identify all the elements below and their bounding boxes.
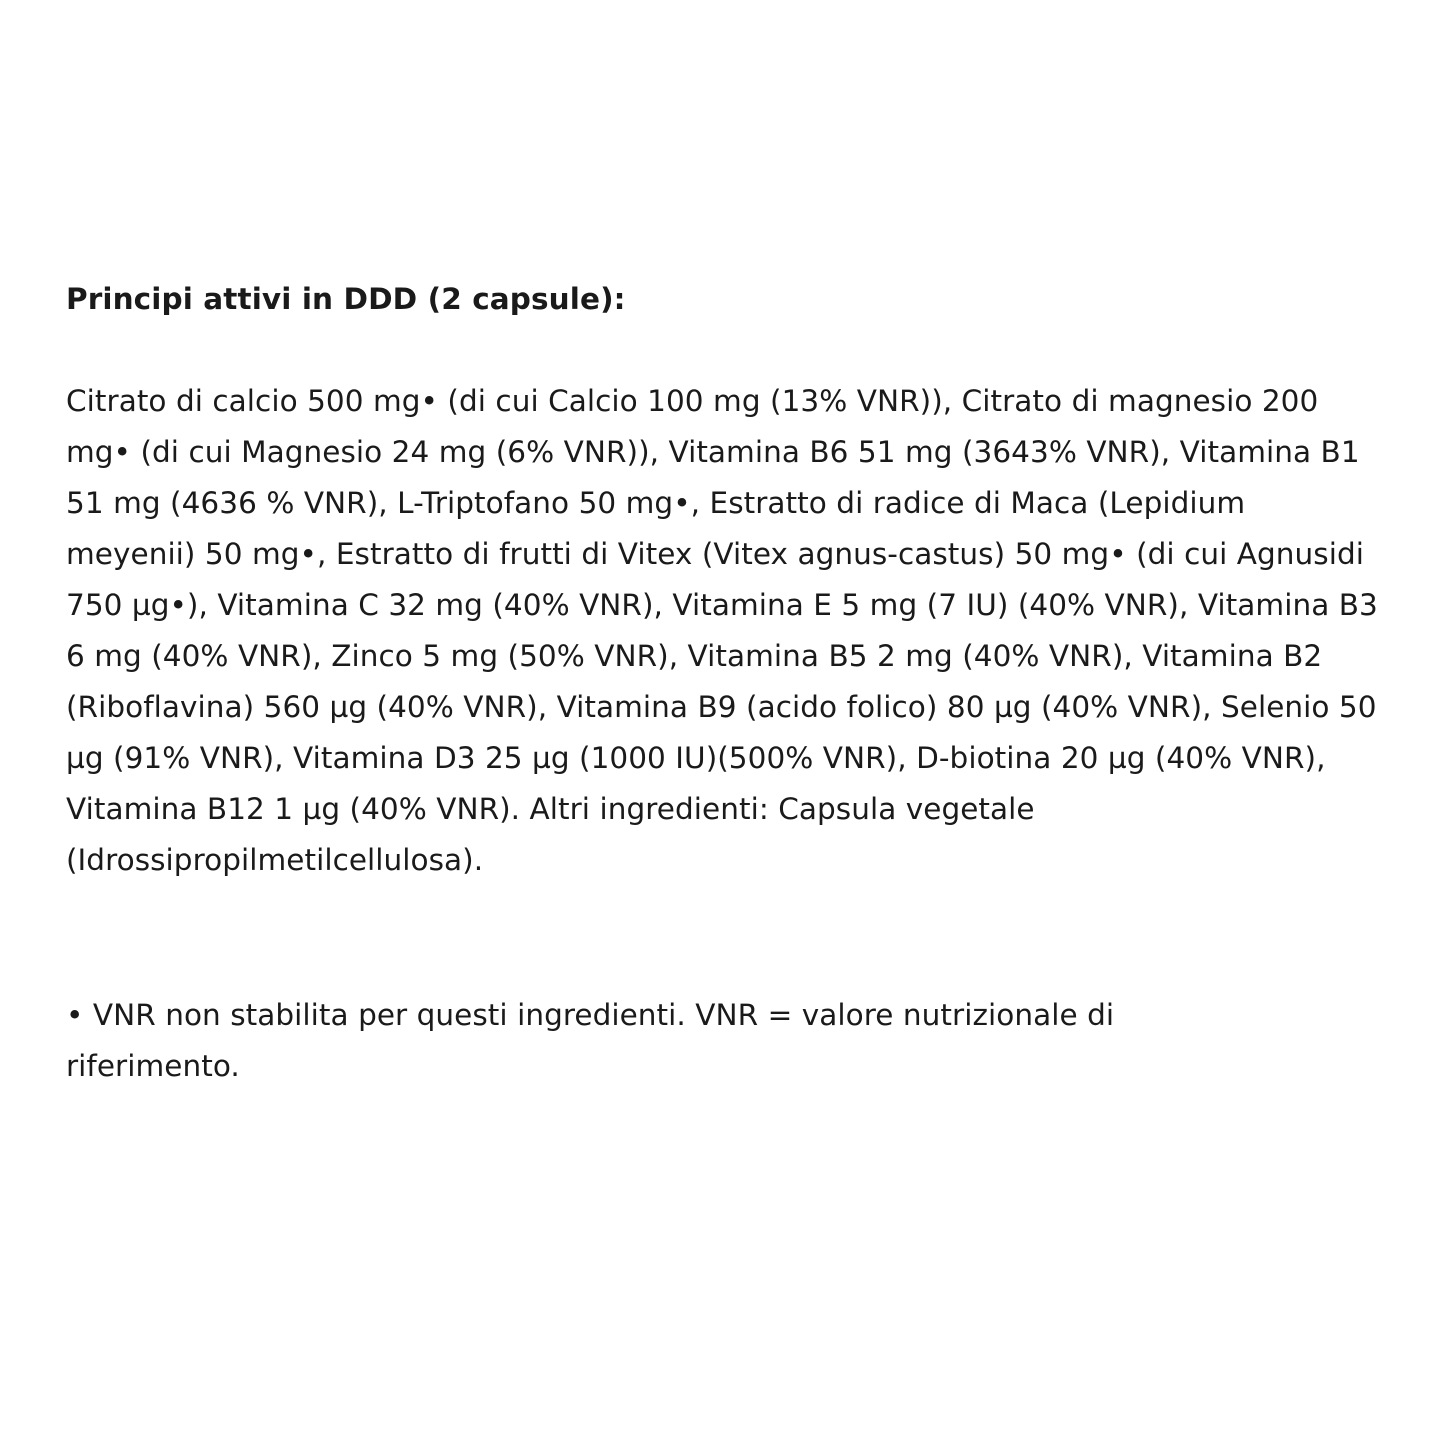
ingredients-paragraph: Citrato di calcio 500 mg• (di cui Calcio 100 mg (13% VNR)), Citrato di magnesio 200 mg• (di cui Magnesio 24 mg (6% VNR)), Vitamina B6 51 mg (3643% VNR), Vitamina B1 51 mg (4636 % VNR), L-Triptofano 50 mg•, Estratto di radice di Maca (Lepidium meyenii) 50 mg•, Estratto di frutti di Vitex (Vitex agnus-castus) 50 mg• (di cui Agnusidi 750 µg•), Vitamina C 32 mg (40% VNR), Vitamina E 5 mg (7 IU) (40% VNR), Vitamina B3 6 mg (40% VNR), Zinco 5 mg (50% VNR), Vitamina B5 2 mg (40% VNR), Vitamina B2 (Riboflavina) 560 µg (40% VNR), Vitamina B9 (acido folico) 80 µg (40% VNR), Selenio 50 µg (91% VNR), Vitamina D3 25 µg (1000 IU)(500% VNR), D-biotina 20 µg (40% VNR), Vitamina B12 1 µg (40% VNR). Altri ingredienti: Capsula vegetale (Idrossipropilmetilcellulosa). [66,384,1378,878]
vnr-footnote: • VNR non stabilita per questi ingredienti. VNR = valore nutrizionale di riferimento. [66,998,1115,1084]
page-title: Principi attivi in DDD (2 capsule): [66,282,626,316]
